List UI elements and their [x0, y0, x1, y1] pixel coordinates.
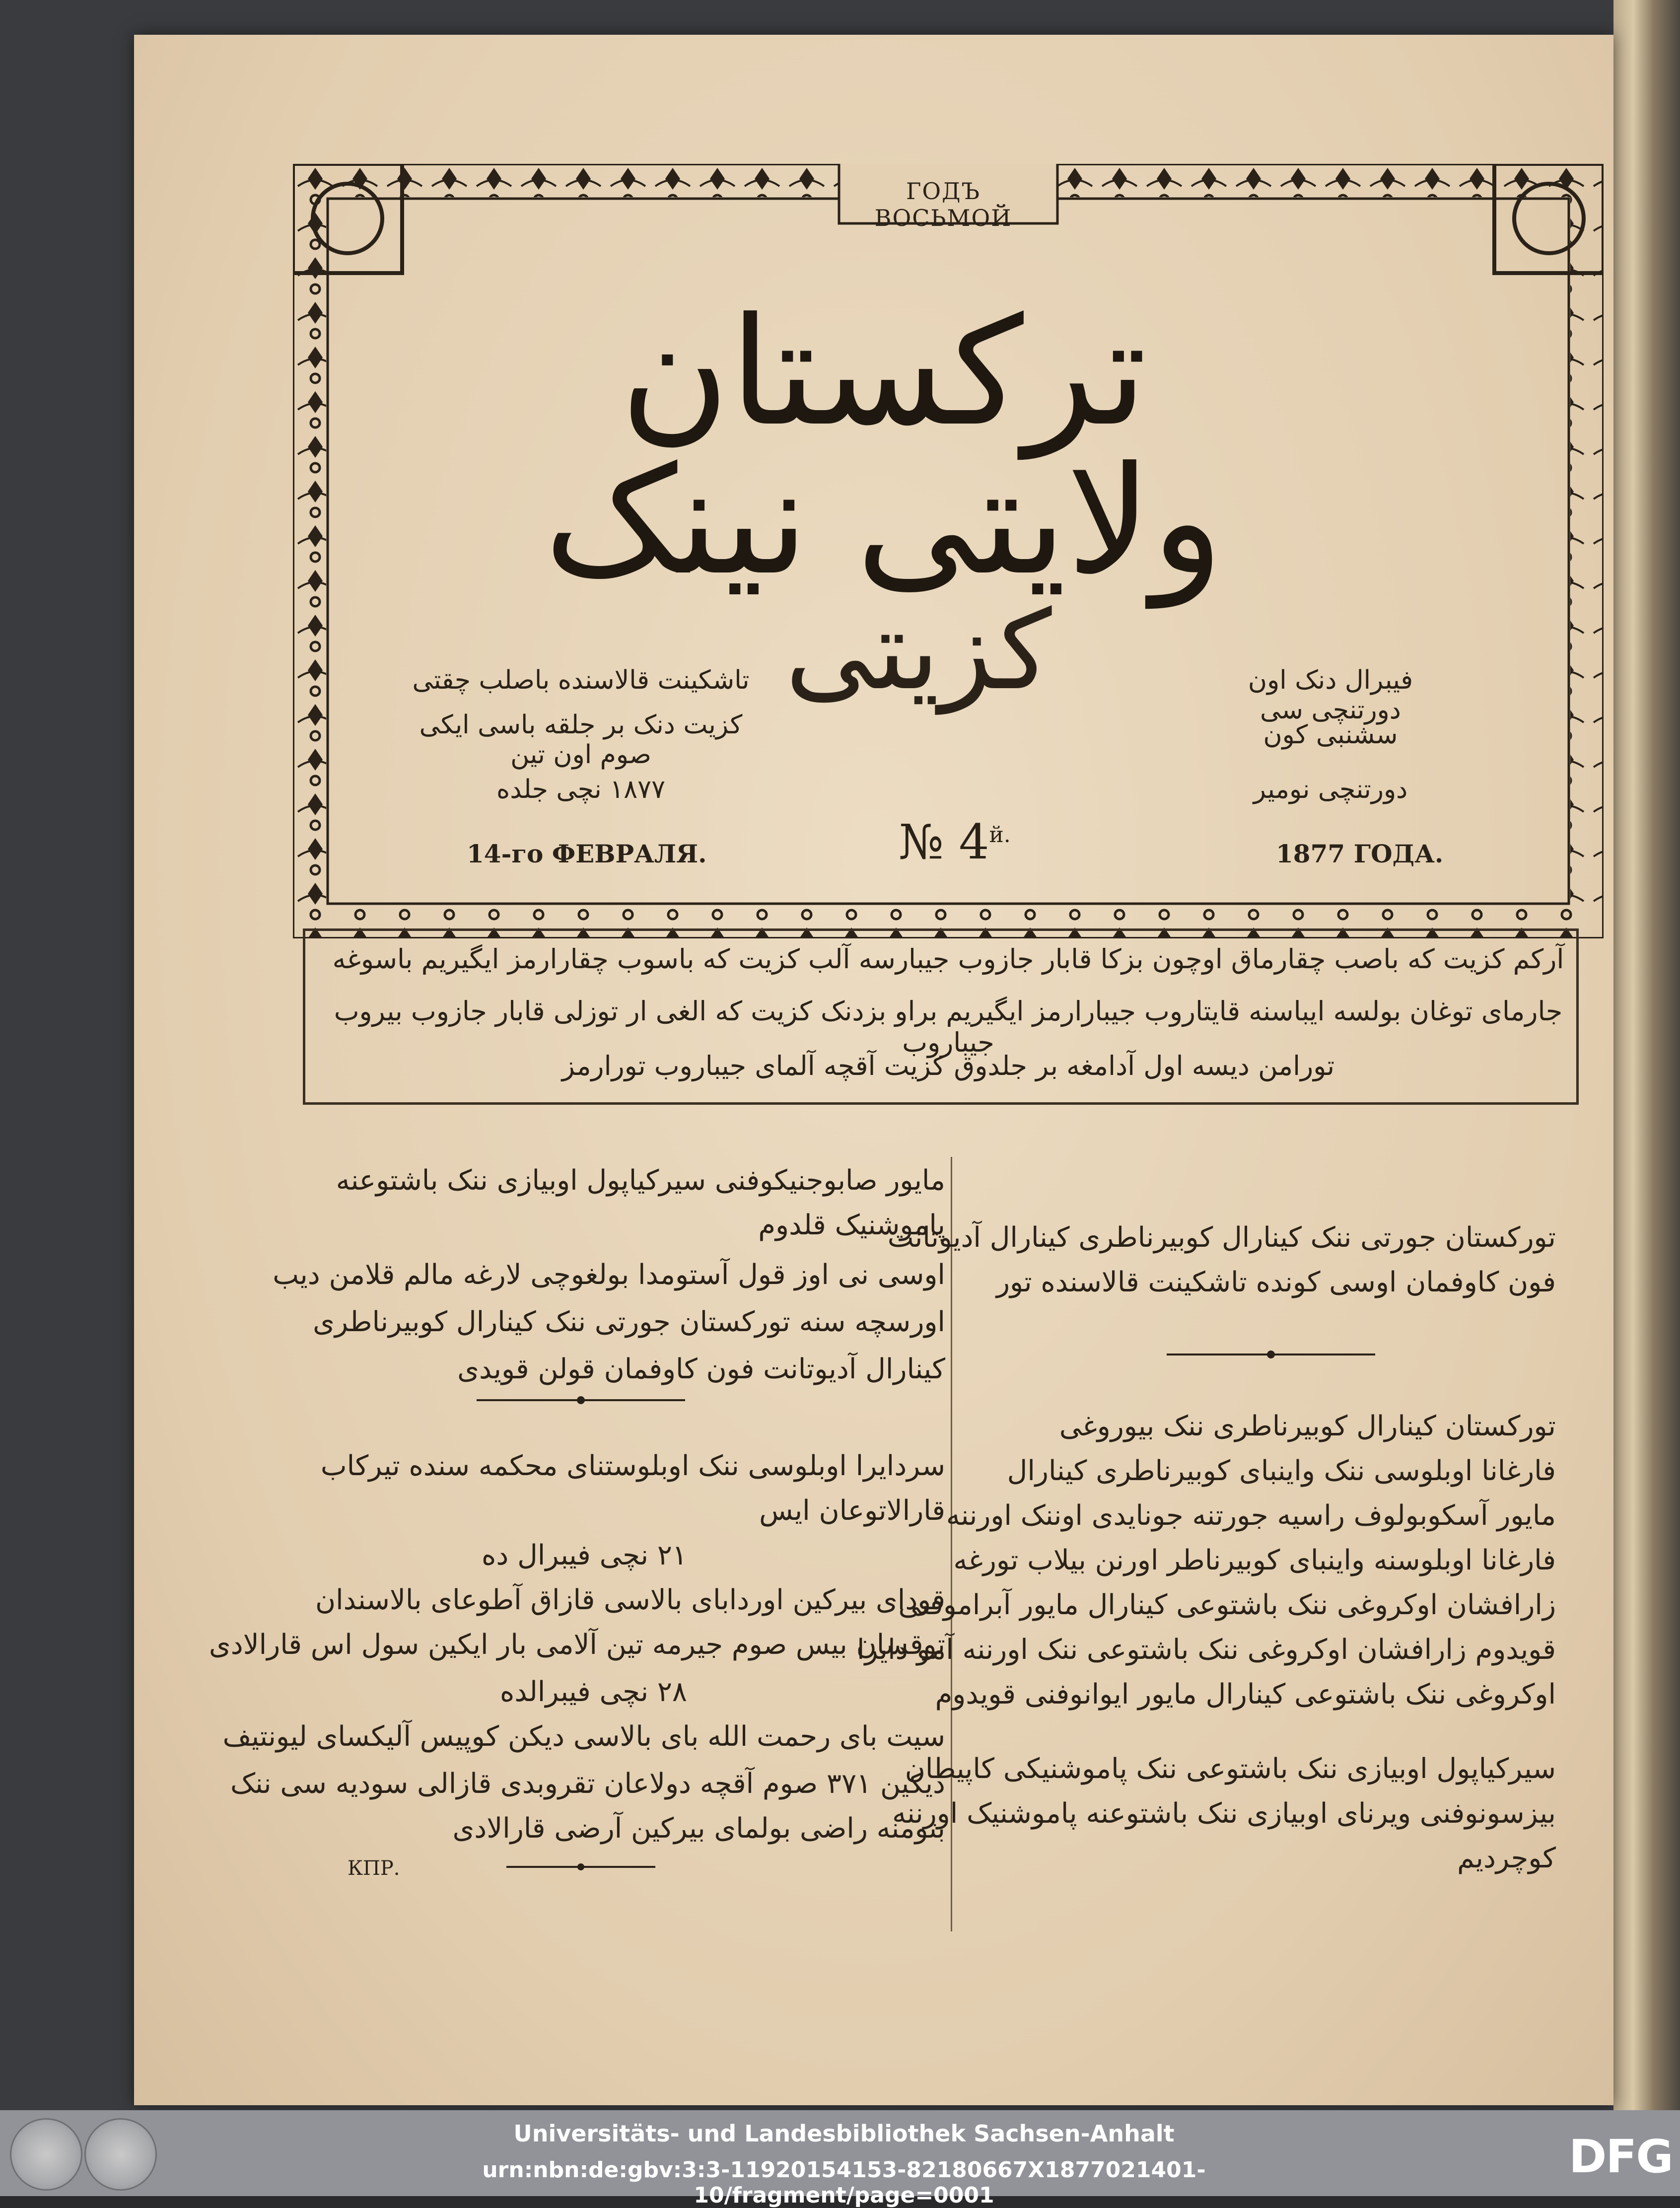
- book-edge: [1613, 0, 1680, 2110]
- left-date-1: ۲۱ نچی فیبرال ده: [482, 1539, 687, 1571]
- ornament-divider: [506, 1862, 655, 1872]
- date-russian: 14-го ФЕВРАЛЯ.: [467, 839, 707, 868]
- left-para2-line-1: سردایرا اوبلوسی ننک اوبلوستنای محکمه سنده تیرکاب: [320, 1450, 945, 1482]
- right-para3-line-2: بیزسونوفنی ویرنای اوبیازی ننک باشتوعنه پاموشنیک اورننه: [892, 1797, 1556, 1830]
- ornament-divider: [477, 1395, 685, 1405]
- footer-urn[interactable]: urn:nbn:de:gbv:3:3-11920154153-82180667X1877021401-10/fragment/page=0001: [482, 2157, 1206, 2208]
- left-para1-line-3: اوسی نی اوز قول آستومدا بولغوچی لارغه مالم قلامن دیب: [273, 1259, 945, 1291]
- notice-line-3: تورامن دیسه اول آدامغه بر جلدوق کزیت آقچه آلمای جیباروب تورارمز: [561, 1050, 1335, 1081]
- left-heading-line-3: ۱۸۷۷ نچی جلده: [496, 775, 666, 804]
- issue-number-text: № 4: [899, 814, 989, 870]
- issue-number-suffix: й.: [989, 822, 1011, 848]
- right-para2-line-7: اوکروغی ننک باشتوعی کینارال مایور ایوانوفنی قویدوم: [935, 1678, 1556, 1710]
- right-heading-line-2: سشنبی کون: [1263, 720, 1398, 750]
- right-para3-line-1: سیرکیاپول اوبیازی ننک باشتوعی ننک پاموشنیکی کاپیطان: [905, 1753, 1556, 1785]
- right-para2-line-5: زارافشان اوکروغی ننک باشتوعی کینارال مایور آبراموفنی: [898, 1589, 1556, 1621]
- right-para1-line-1: تورکستان جورتی ننک کینارال کوبیرناطری کینارال آدیوتانت: [887, 1221, 1556, 1254]
- left-heading-line-2: کزیت دنک بر جلقه باسی ایکی صوم اون تین: [419, 710, 743, 770]
- left-para1-line-2: پاموشنیک قلدوم: [758, 1209, 945, 1241]
- left-para4-line-2: دیکین ۳۷۱ صوم آقچه دولاعان تقروبدی قازالی سودیه سی ننک: [230, 1768, 945, 1800]
- left-para2-line-2: قارالاتوعان ایس: [759, 1495, 945, 1527]
- notice-line-2: جارمای توغان بولسه ایباسنه قایتاروب جیبارارمز ایگیریم براو بزدنک کزیت که الغی ار توزلی قابار جازوب بیروب جیباروب: [334, 996, 1563, 1058]
- right-heading-line-3: دورتنچی نومیر: [1253, 775, 1408, 804]
- left-para1-line-4: اورسچه سنه تورکستان جورتی ننک کینارال کوبیرناطری: [313, 1306, 945, 1338]
- left-para4-line-3: بتومنه راضی بولمای بیرکین آرضی قارالادی: [452, 1812, 945, 1845]
- issue-number: [899, 814, 1011, 870]
- dfg-logo: DFG: [1569, 2130, 1673, 2183]
- left-para4-line-1: سیت بای رحمت الله بای بالاسی دیکن کوپیس آلیکسای لیونتیف: [222, 1720, 945, 1753]
- right-para1-line-2: فون کاوفمان اوسی کونده تاشکینت قالاسنده تور: [996, 1266, 1556, 1298]
- right-para2-line-4: فارغانا اوبلوسنه واینبای کوبیرناطر اورنن بیلاب تورغه: [953, 1544, 1556, 1576]
- masthead-subtitle: کزیتی: [785, 587, 1052, 714]
- right-para3-line-3: کوچردیم: [1457, 1842, 1556, 1874]
- right-heading-line-1: فیبرال دنک اون دورتنچی سی: [1248, 665, 1413, 725]
- ornament-divider: [1167, 1350, 1375, 1359]
- library-seal-icon: [84, 2118, 157, 2191]
- printer-mark: КПР.: [348, 1857, 400, 1880]
- year-russian: 1877 ГОДА.: [1276, 839, 1444, 868]
- left-para3-line-2: توقسان بیس صوم جیرمه تین آلامی بار ایکین سول اس قارالادی: [209, 1629, 945, 1661]
- footer-institution: Universitäts- und Landesbibliothek Sachsen-Anhalt: [513, 2120, 1175, 2147]
- left-para1-line-5: کینارال آدیوتانت فون کاوفمان قولن قویدی: [457, 1353, 945, 1385]
- left-heading-line-1: تاشکینت قالاسنده باصلب چقتی: [412, 665, 750, 695]
- year-label: ГОДЪ ВОСЬМОЙ: [874, 178, 1012, 231]
- left-date-2: ۲۸ نچی فیبرالده: [500, 1676, 687, 1708]
- left-para3-line-1: قودای بیرکین اوردابای بالاسی قازاق آطوعای بالاسندان: [315, 1584, 945, 1616]
- right-para2-line-6: قویدوم زارافشان اوکروغی ننک باشتوعی ننک اورننه آمو دایرا: [857, 1634, 1556, 1666]
- notice-line-1: آرکم کزیت که باصب چقارماق اوچون بزکا قابار جازوب جیبارسه آلب کزیت که باسوب چقارارمز ایگیریم باسوغه: [332, 943, 1564, 975]
- masthead-title: ترکستان ولایتی نینک: [544, 285, 1224, 608]
- right-para2-line-1: تورکستان کینارال کوبیرناطری ننک بیوروغی: [1059, 1410, 1556, 1442]
- right-para2-line-2: فارغانا اوبلوسی ننک واینبای کوبیرناطری کینارال: [1007, 1455, 1556, 1487]
- right-para2-line-3: مایور آسکوبولوف راسیه جورتنه جونایدی اوننک اورننه: [946, 1499, 1556, 1532]
- university-seal-icon: [10, 2118, 82, 2191]
- left-para1-line-1: مایور صابوجنیکوفنی سیرکیاپول اوبیازی ننک باشتوعنه: [336, 1164, 945, 1197]
